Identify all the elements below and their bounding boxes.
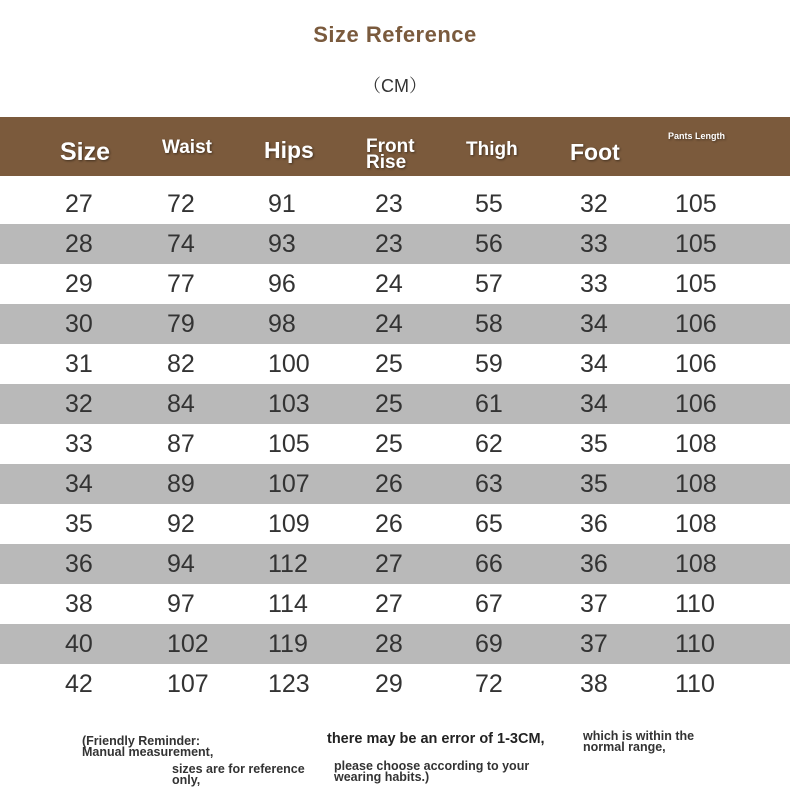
cell-front-rise: 23 — [375, 190, 403, 218]
cell-front-rise: 27 — [375, 550, 403, 578]
cell-size: 34 — [65, 470, 93, 498]
table-row — [0, 504, 790, 544]
table-row — [0, 584, 790, 624]
cell-size: 29 — [65, 270, 93, 298]
cell-pants-length: 105 — [675, 270, 717, 298]
cell-thigh: 55 — [475, 190, 503, 218]
cell-size: 32 — [65, 390, 93, 418]
cell-waist: 77 — [167, 270, 195, 298]
cell-hips: 119 — [268, 630, 308, 658]
cell-size: 30 — [65, 310, 93, 338]
cell-foot: 34 — [580, 310, 608, 338]
cell-pants-length: 105 — [675, 190, 717, 218]
table-row — [0, 464, 790, 504]
page-title: Size Reference — [313, 22, 477, 47]
cell-hips: 100 — [268, 350, 310, 378]
cell-thigh: 59 — [475, 350, 503, 378]
cell-foot: 34 — [580, 350, 608, 378]
header-pants-length: Pants Length — [668, 131, 726, 141]
cell-pants-length: 108 — [675, 510, 717, 538]
cell-thigh: 67 — [475, 590, 503, 618]
cell-thigh: 72 — [475, 670, 503, 698]
cell-hips: 91 — [268, 190, 296, 218]
header-thigh: Thigh — [466, 139, 518, 160]
cell-size: 28 — [65, 230, 93, 258]
cell-thigh: 61 — [475, 390, 503, 418]
cell-pants-length: 110 — [675, 630, 715, 658]
cell-front-rise: 23 — [375, 230, 403, 258]
cell-foot: 36 — [580, 550, 608, 578]
header-waist: Waist — [162, 137, 212, 158]
cell-front-rise: 26 — [375, 470, 403, 498]
cell-foot: 35 — [580, 430, 608, 458]
cell-thigh: 63 — [475, 470, 503, 498]
header-hips: Hips — [264, 137, 314, 163]
cell-size: 27 — [65, 190, 93, 218]
cell-pants-length: 105 — [675, 230, 717, 258]
header-size: Size — [60, 138, 111, 166]
cell-hips: 123 — [268, 670, 310, 698]
cell-thigh: 66 — [475, 550, 503, 578]
cell-thigh: 57 — [475, 270, 503, 298]
cell-foot: 37 — [580, 590, 608, 618]
cell-waist: 87 — [167, 430, 195, 458]
cell-foot: 37 — [580, 630, 608, 658]
cell-thigh: 69 — [475, 630, 503, 658]
cell-pants-length: 106 — [675, 350, 717, 378]
cell-thigh: 65 — [475, 510, 503, 538]
cell-thigh: 62 — [475, 430, 503, 458]
cell-waist: 89 — [167, 470, 195, 498]
cell-size: 33 — [65, 430, 93, 458]
cell-front-rise: 29 — [375, 670, 403, 698]
header-front-rise: Front Rise — [366, 136, 415, 173]
cell-waist: 79 — [167, 310, 195, 338]
note-reference: sizes are for reference only, — [172, 762, 305, 787]
cell-waist: 102 — [167, 630, 209, 658]
cell-foot: 33 — [580, 270, 608, 298]
table-row — [0, 184, 790, 224]
table-row — [0, 384, 790, 424]
cell-pants-length: 108 — [675, 550, 717, 578]
cell-size: 42 — [65, 670, 93, 698]
cell-size: 40 — [65, 630, 93, 658]
cell-waist: 84 — [167, 390, 195, 418]
cell-hips: 107 — [268, 470, 310, 498]
table-row — [0, 424, 790, 464]
cell-front-rise: 25 — [375, 390, 403, 418]
table-row — [0, 304, 790, 344]
table-row — [0, 664, 790, 704]
cell-front-rise: 27 — [375, 590, 403, 618]
cell-pants-length: 110 — [675, 590, 715, 618]
note-reminder: (Friendly Reminder: Manual measurement, — [82, 734, 214, 759]
cell-front-rise: 25 — [375, 350, 403, 378]
cell-waist: 107 — [167, 670, 209, 698]
cell-hips: 105 — [268, 430, 310, 458]
cell-hips: 112 — [268, 550, 308, 578]
note-choose: please choose according to your wearing habits.) — [334, 759, 530, 784]
note-error: there may be an error of 1-3CM, — [327, 731, 545, 747]
cell-thigh: 56 — [475, 230, 503, 258]
cell-thigh: 58 — [475, 310, 503, 338]
table-row — [0, 344, 790, 384]
cell-pants-length: 106 — [675, 310, 717, 338]
cell-front-rise: 28 — [375, 630, 403, 658]
cell-size: 35 — [65, 510, 93, 538]
table-row — [0, 544, 790, 584]
cell-size: 36 — [65, 550, 93, 578]
cell-front-rise: 24 — [375, 270, 403, 298]
cell-hips: 96 — [268, 270, 296, 298]
cell-hips: 93 — [268, 230, 296, 258]
cell-hips: 114 — [268, 590, 308, 618]
cell-waist: 74 — [167, 230, 195, 258]
cell-pants-length: 110 — [675, 670, 715, 698]
header-foot: Foot — [570, 139, 620, 165]
cell-foot: 34 — [580, 390, 608, 418]
cell-pants-length: 106 — [675, 390, 717, 418]
cell-waist: 94 — [167, 550, 195, 578]
cell-pants-length: 108 — [675, 430, 717, 458]
unit-label: （CM） — [363, 76, 427, 96]
table-row — [0, 624, 790, 664]
cell-foot: 38 — [580, 670, 608, 698]
cell-foot: 35 — [580, 470, 608, 498]
cell-front-rise: 24 — [375, 310, 403, 338]
table-row — [0, 264, 790, 304]
cell-waist: 82 — [167, 350, 195, 378]
cell-pants-length: 108 — [675, 470, 717, 498]
table-row — [0, 224, 790, 264]
cell-waist: 92 — [167, 510, 195, 538]
cell-front-rise: 25 — [375, 430, 403, 458]
size-table-body — [0, 184, 790, 704]
cell-size: 38 — [65, 590, 93, 618]
cell-size: 31 — [65, 350, 93, 378]
cell-waist: 97 — [167, 590, 195, 618]
cell-front-rise: 26 — [375, 510, 403, 538]
cell-hips: 98 — [268, 310, 296, 338]
cell-waist: 72 — [167, 190, 195, 218]
note-range: which is within the normal range, — [583, 729, 695, 754]
cell-hips: 103 — [268, 390, 310, 418]
cell-foot: 33 — [580, 230, 608, 258]
cell-foot: 36 — [580, 510, 608, 538]
cell-hips: 109 — [268, 510, 310, 538]
cell-foot: 32 — [580, 190, 608, 218]
